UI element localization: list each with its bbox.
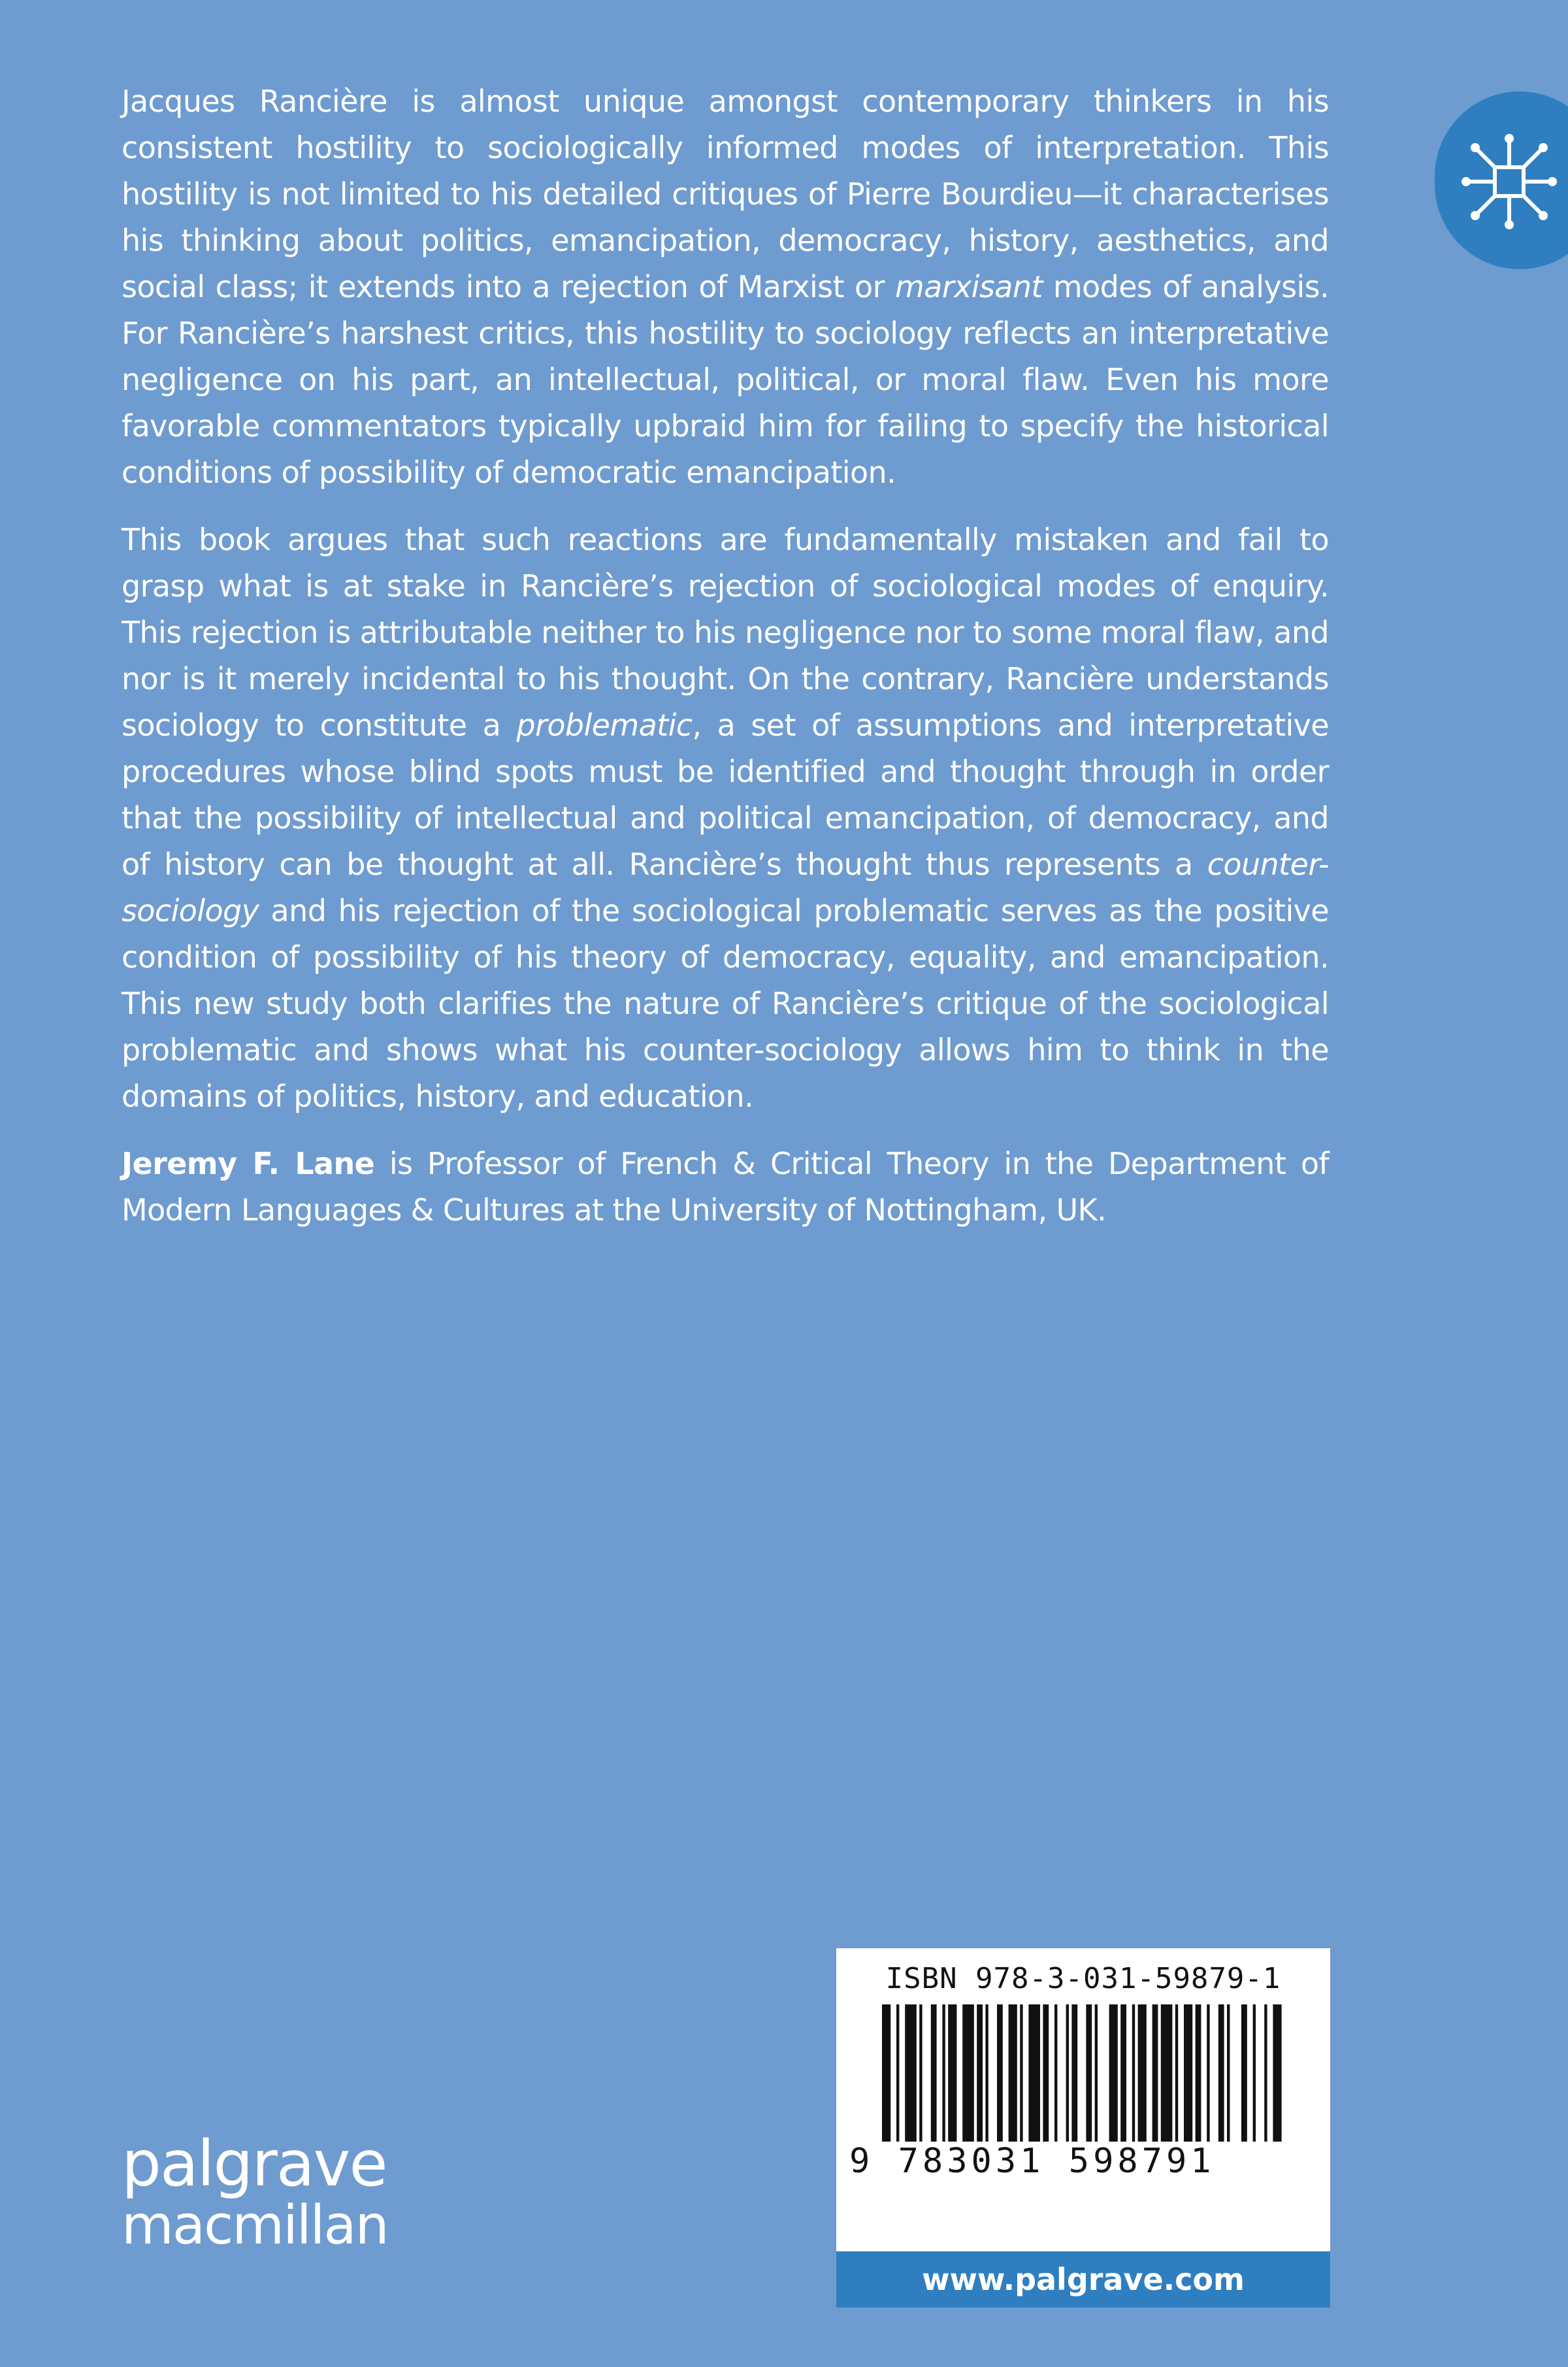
blurb-text: This book argues that such reactions are fundamentally mistaken and fail to grasp what is at stake in Rancière’s rejection of sociological modes of enquiry. This rejection is attributable neither to his negligence nor to some moral flaw, and nor is it merely incidental to his thought. On the contrary, Rancière understands sociology to constitute a <box>122 522 1329 743</box>
blurb-emphasis: problematic <box>516 708 693 743</box>
author-name: Jeremy F. Lane <box>122 1146 375 1181</box>
barcode-bar <box>1066 2004 1069 2142</box>
publisher-badge <box>1435 91 1568 269</box>
barcode-bar <box>1095 2004 1098 2142</box>
barcode-bar <box>919 2004 922 2142</box>
barcode-bar <box>1207 2004 1209 2142</box>
blurb-text: and his rejection of the sociological problematic serves as the positive condition of possibility of his theory of democracy, equality, and emancipation. This new study both clarifies the nature of Rancière’s critique of the sociological problematic and shows what his counter-sociology allows him to think in the domains of politics, history, and education. <box>122 893 1329 1114</box>
author-bio <box>122 1141 1329 1233</box>
barcode-bar <box>1227 2004 1230 2142</box>
network-nodes-icon <box>1457 129 1561 234</box>
blurb-emphasis: counter-sociology <box>122 847 1329 928</box>
blurb-text: modes of analysis. For Rancière’s harshest critics, this hostility to sociology reflects an interpretative negligence on his part, an intellectual, political, or moral flaw. Even his more favorable commentators typically upbraid him for failing to specify the historical conditions of possibility of democratic emancipation. <box>122 269 1330 490</box>
barcode-bar <box>1009 2004 1017 2142</box>
barcode-bar <box>1241 2004 1247 2142</box>
blurb-text: , a set of assumptions and interpretative procedures whose blind spots must be identified and thought through in order that the possibility of intellectual and political emancipation, of democracy, and of history can be thought at all. Rancière’s thought thus represents a <box>122 708 1329 882</box>
blurb-emphasis: marxisant <box>894 269 1043 304</box>
barcode-bar <box>1175 2004 1178 2142</box>
barcode <box>882 2004 1284 2142</box>
barcode-bar <box>905 2004 917 2142</box>
barcode-bar <box>1161 2004 1173 2142</box>
barcode-bar <box>1071 2004 1077 2142</box>
barcode-bar <box>1196 2004 1201 2142</box>
barcode-digits: 9 783031 598791 <box>849 2142 1215 2181</box>
isbn-barcode-box <box>836 1948 1330 2251</box>
barcode-bar <box>1138 2004 1147 2142</box>
barcode-bar <box>997 2004 1003 2142</box>
barcode-bar <box>1184 2004 1192 2142</box>
barcode-bar <box>1028 2004 1040 2142</box>
barcode-bar <box>1218 2004 1224 2142</box>
barcode-bar <box>948 2004 956 2142</box>
barcode-bar <box>985 2004 988 2142</box>
isbn-label: ISBN 978-3-031-59879-1 <box>885 1962 1281 1995</box>
blurb-paragraph-2 <box>122 517 1329 1120</box>
barcode-bar <box>1273 2004 1281 2142</box>
barcode-bar <box>1020 2004 1022 2142</box>
barcode-bar <box>1054 2004 1057 2142</box>
barcode-bar <box>931 2004 937 2142</box>
barcode-bar <box>1152 2004 1158 2142</box>
author-bio-text: is Professor of French & Critical Theory in the Department of Modern Languages & Cultures at the University of Nottingham, UK. <box>122 1146 1329 1228</box>
cover-blurb <box>122 78 1329 1254</box>
barcode-bar <box>942 2004 945 2142</box>
barcode-bar <box>882 2004 890 2142</box>
barcode-bar <box>1264 2004 1267 2142</box>
barcode-bar <box>1253 2004 1256 2142</box>
publisher-url: www.palgrave.com <box>836 2251 1330 2308</box>
logo-line-macmillan: macmillan <box>122 2195 388 2257</box>
publisher-logo <box>122 2127 388 2257</box>
barcode-bar <box>896 2004 899 2142</box>
barcode-bar <box>977 2004 983 2142</box>
barcode-bar <box>1109 2004 1118 2142</box>
barcode-bar <box>1043 2004 1049 2142</box>
barcode-bar <box>962 2004 974 2142</box>
blurb-paragraph-1 <box>122 78 1329 496</box>
barcode-bar <box>1120 2004 1126 2142</box>
barcode-bar <box>1132 2004 1135 2142</box>
blurb-text: Jacques Rancière is almost unique amongst contemporary thinkers in his consistent hostility to sociologically informed modes of interpretation. This hostility is not limited to his detailed critiques of Pierre Bourdieu—it characterises his thinking about politics, emancipation, democracy, history, aesthetics, and social class; it extends into a rejection of Marxist or <box>122 84 1329 304</box>
logo-line-palgrave: palgrave <box>122 2127 387 2200</box>
barcode-bar <box>1086 2004 1092 2142</box>
